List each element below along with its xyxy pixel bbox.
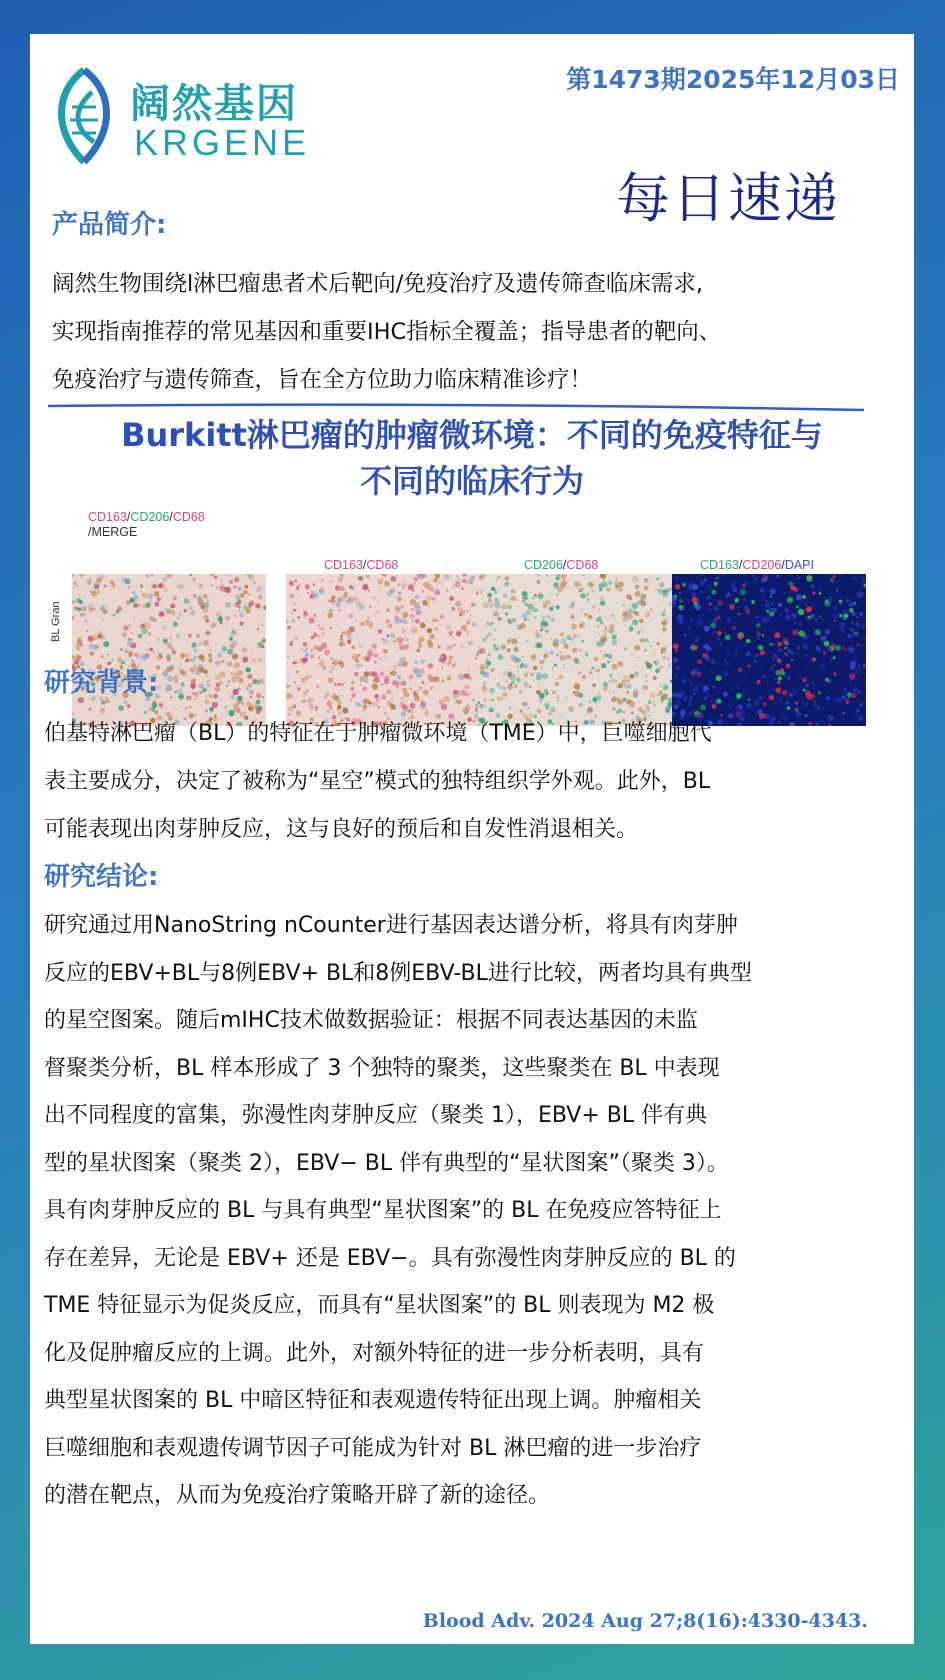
panel-label-dapi: CD163/CD206/DAPI bbox=[700, 558, 814, 572]
brand-name-en: KRGENE bbox=[134, 122, 311, 163]
micrograph-cd163-cd68 bbox=[286, 574, 480, 726]
conclusion-line: 的星空图案。随后mIHC技术做数据验证：根据不同表达基因的未监 bbox=[44, 1008, 698, 1033]
ihc-figure bbox=[50, 502, 900, 732]
figure-row-label: BL Gran bbox=[50, 601, 62, 642]
issue-date: 第1473期2025年12月03日 bbox=[566, 65, 900, 94]
conclusion-text bbox=[44, 902, 910, 1520]
dna-helix-icon bbox=[44, 62, 124, 172]
intro-line: 免疫治疗与遗传筛查，旨在全方位助力临床精准诊疗！ bbox=[52, 367, 593, 393]
conclusion-line: 反应的EBV+BL与8例EBV+ BL和8例EBV-BL进行比较，两者均具有典型 bbox=[44, 960, 752, 986]
intro-line: 阔然生物围绕l淋巴瘤患者术后靶向/免疫治疗及遗传筛查临床需求, bbox=[52, 271, 703, 297]
conclusion-line: 研究通过用NanoString nCounter进行基因表达谱分析，将具有肉芽肿 bbox=[44, 913, 738, 938]
conclusion-line: 典型星状图案的 BL 中暗区特征和表观遗传特征出现上调。肿瘤相关 bbox=[44, 1388, 702, 1413]
intro-text bbox=[52, 260, 912, 404]
conclusion-line: TME 特征显示为促炎反应，而具有“星状图案”的 BL 则表现为 M2 极 bbox=[44, 1293, 715, 1318]
newsletter-card bbox=[30, 34, 914, 1644]
conclusion-line: 型的星状图案（聚类 2），EBV− BL 伴有典型的“星状图案”（聚类 3）。 bbox=[44, 1150, 729, 1176]
conclusion-line: 巨噬细胞和表观遗传调节因子可能成为针对 BL 淋巴瘤的进一步治疗 bbox=[44, 1435, 702, 1461]
conclusion-heading: 研究结论: bbox=[44, 862, 159, 892]
conclusion-line: 具有肉芽肿反应的 BL 与具有典型“星状图案”的 BL 在免疫应答特征上 bbox=[44, 1198, 722, 1223]
article-title-line: 不同的临床行为 bbox=[359, 462, 584, 500]
background-line: 表主要成分，决定了被称为“星空”模式的独特组织学外观。此外，BL bbox=[44, 769, 711, 794]
intro-heading: 产品简介: bbox=[52, 210, 167, 240]
intro-line: 实现指南推荐的常见基因和重要IHC指标全覆盖；指导患者的靶向、 bbox=[52, 319, 722, 345]
conclusion-line: 的潜在靶点，从而为免疫治疗策略开辟了新的途径。 bbox=[44, 1483, 551, 1508]
conclusion-line: 存在差异，无论是 EBV+ 还是 EBV−。具有弥漫性肉芽肿反应的 BL 的 bbox=[44, 1245, 736, 1271]
krgene-logo bbox=[44, 62, 334, 172]
micrograph-dapi bbox=[672, 574, 866, 726]
background-heading: 研究背景: bbox=[44, 668, 159, 698]
citation: Blood Adv. 2024 Aug 27;8(16):4330-4343. bbox=[422, 1610, 868, 1632]
micrograph-cd206-cd68 bbox=[478, 574, 672, 726]
panel-label-cd163-cd68: CD163/CD68 bbox=[324, 558, 399, 572]
conclusion-line: 化及促肿瘤反应的上调。此外，对额外特征的进一步分析表明，具有 bbox=[44, 1340, 705, 1366]
column-title: 每日速递 bbox=[616, 167, 840, 230]
panel-label-merge: CD163/CD206/CD68 /MERGE bbox=[88, 510, 205, 539]
article-title-line: Burkitt淋巴瘤的肿瘤微环境：不同的免疫特征与 bbox=[121, 416, 823, 454]
panel-label-cd206-cd68: CD206/CD68 bbox=[524, 558, 599, 572]
brand-name-cn: 阔然基因 bbox=[130, 81, 298, 127]
background-line: 伯基特淋巴瘤（BL）的特征在于肿瘤微环境（TME）中，巨噬细胞代 bbox=[44, 721, 712, 746]
micrograph-merge bbox=[72, 574, 266, 726]
conclusion-line: 督聚类分析，BL 样本形成了 3 个独特的聚类，这些聚类在 BL 中表现 bbox=[44, 1055, 720, 1081]
conclusion-line: 出不同程度的富集，弥漫性肉芽肿反应（聚类 1），EBV+ BL 伴有典 bbox=[44, 1103, 708, 1128]
background-text bbox=[44, 710, 910, 854]
article-title bbox=[30, 412, 914, 504]
background-line: 可能表现出肉芽肿反应，这与良好的预后和自发性消退相关。 bbox=[44, 817, 639, 842]
